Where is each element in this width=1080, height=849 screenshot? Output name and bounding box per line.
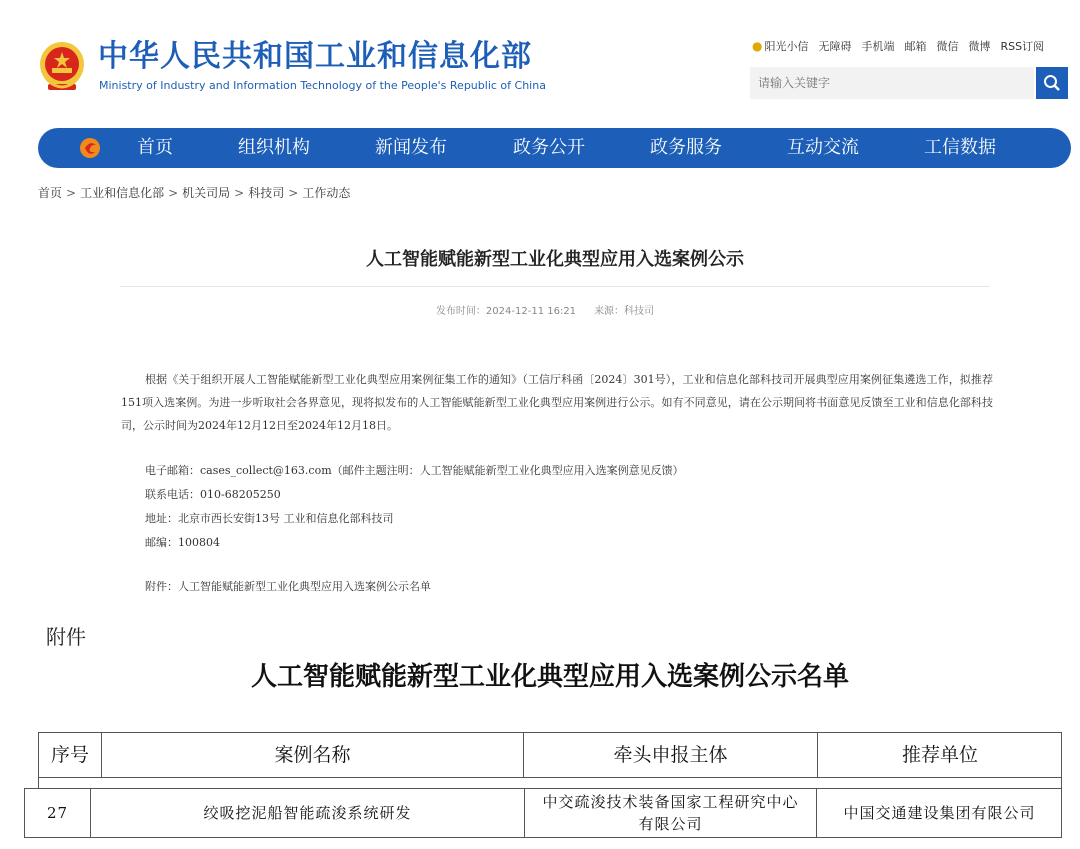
top-link-label: 阳光小信 — [764, 40, 809, 53]
breadcrumb-tech-dept[interactable]: 科技司 — [248, 186, 285, 200]
column-header-case: 案例名称 — [102, 733, 524, 777]
main-nav — [38, 128, 1071, 168]
attachment-title: 人工智能赋能新型工业化典型应用入选案例公示名单 — [250, 662, 849, 692]
breadcrumb-work-news[interactable]: 工作动态 — [302, 186, 351, 200]
top-link-rss[interactable]: RSS订阅 — [1000, 40, 1045, 53]
lightbulb-icon: ● — [752, 39, 763, 53]
top-link-weibo[interactable]: 微博 — [968, 40, 991, 53]
publish-time: 发布时间：2024-12-11 16:21 — [435, 306, 577, 317]
breadcrumb-separator: > — [234, 186, 245, 200]
site-title[interactable]: 中华人民共和国工业和信息化部 — [98, 39, 532, 74]
article-source: 来源：科技司 — [594, 306, 655, 317]
nav-news[interactable]: 新闻发布 — [375, 137, 447, 158]
breadcrumb — [38, 184, 350, 201]
search-icon — [1043, 74, 1061, 92]
top-link-accessibility[interactable]: 无障碍 — [818, 40, 852, 53]
cell-recommender: 中国交通建设集团有限公司 — [843, 804, 1036, 822]
title-divider — [120, 286, 990, 287]
column-header-recommender: 推荐单位 — [901, 744, 978, 766]
cell-applicant: 中交疏浚技术装备国家工程研究中心有限公司 — [525, 789, 817, 837]
nav-government-affairs[interactable]: 政务公开 — [513, 137, 585, 158]
breadcrumb-separator: > — [66, 186, 77, 200]
search-box — [750, 67, 1068, 99]
top-link-mobile[interactable]: 手机端 — [861, 40, 895, 53]
table-header — [38, 732, 1062, 778]
article-body: 根据《关于组织开展人工智能赋能新型工业化典型应用案例征集工作的通知》（工信厅科函〔2024〕301号），工业和信息化部科技司开展典型应用案例征集遴选工作，拟推荐151项入选案例。为进一步听取社会各界意见，现将拟发布的人工智能赋能新型工业化典型应用案例进行公示。如有不同意见，请在公示期间将书面意见反馈至工业和信息化部科技司，公示时间为2024年12月12日至2024年12月18日。 — [121, 373, 993, 432]
nav-interaction[interactable]: 互动交流 — [787, 137, 859, 158]
breadcrumb-ministry[interactable]: 工业和信息化部 — [80, 186, 165, 200]
nav-home[interactable]: 首页 — [137, 137, 173, 158]
search-input[interactable] — [750, 67, 1034, 99]
contact-email: 电子邮箱：cases_collect@163.com（邮件主题注明：人工智能赋能新型工业化典型应用入选案例意见反馈） — [145, 464, 684, 477]
breadcrumb-separator: > — [288, 186, 299, 200]
column-header-applicant: 牵头申报主体 — [524, 733, 818, 777]
search-button[interactable] — [1036, 67, 1068, 99]
top-links — [752, 38, 1044, 54]
table-row — [24, 788, 1062, 838]
nav-logo-icon — [78, 136, 102, 160]
column-header-no: 序号 — [39, 733, 102, 777]
top-link-mail[interactable]: 邮箱 — [904, 40, 927, 53]
attachment-label: 附件 — [46, 625, 86, 649]
contact-address: 地址：北京市西长安街13号 工业和信息化部科技司 — [145, 512, 394, 525]
top-link-sunshine[interactable] — [752, 38, 808, 54]
national-emblem-icon — [38, 40, 86, 94]
top-link-wechat[interactable]: 微信 — [936, 40, 959, 53]
nav-data[interactable]: 工信数据 — [924, 137, 996, 158]
contact-phone: 联系电话：010-68205250 — [145, 488, 281, 501]
breadcrumb-departments[interactable]: 机关司局 — [182, 186, 231, 200]
attachment-link[interactable]: 附件：人工智能赋能新型工业化典型应用入选案例公示名单 — [145, 580, 431, 593]
cell-no: 27 — [25, 789, 91, 837]
contact-postcode: 邮编：100804 — [145, 536, 220, 549]
breadcrumb-separator: > — [168, 186, 179, 200]
table-border — [38, 778, 39, 788]
article-title: 人工智能赋能新型工业化典型应用入选案例公示 — [366, 249, 744, 270]
table-border — [1061, 778, 1062, 788]
nav-organization[interactable]: 组织机构 — [238, 137, 310, 158]
article-meta — [0, 302, 1080, 317]
cell-case-name: 绞吸挖泥船智能疏浚系统研发 — [91, 789, 525, 837]
site-subtitle: Ministry of Industry and Information Technology of the People's Republic of China — [99, 79, 546, 92]
nav-services[interactable]: 政务服务 — [650, 137, 722, 158]
breadcrumb-home[interactable]: 首页 — [38, 186, 63, 200]
